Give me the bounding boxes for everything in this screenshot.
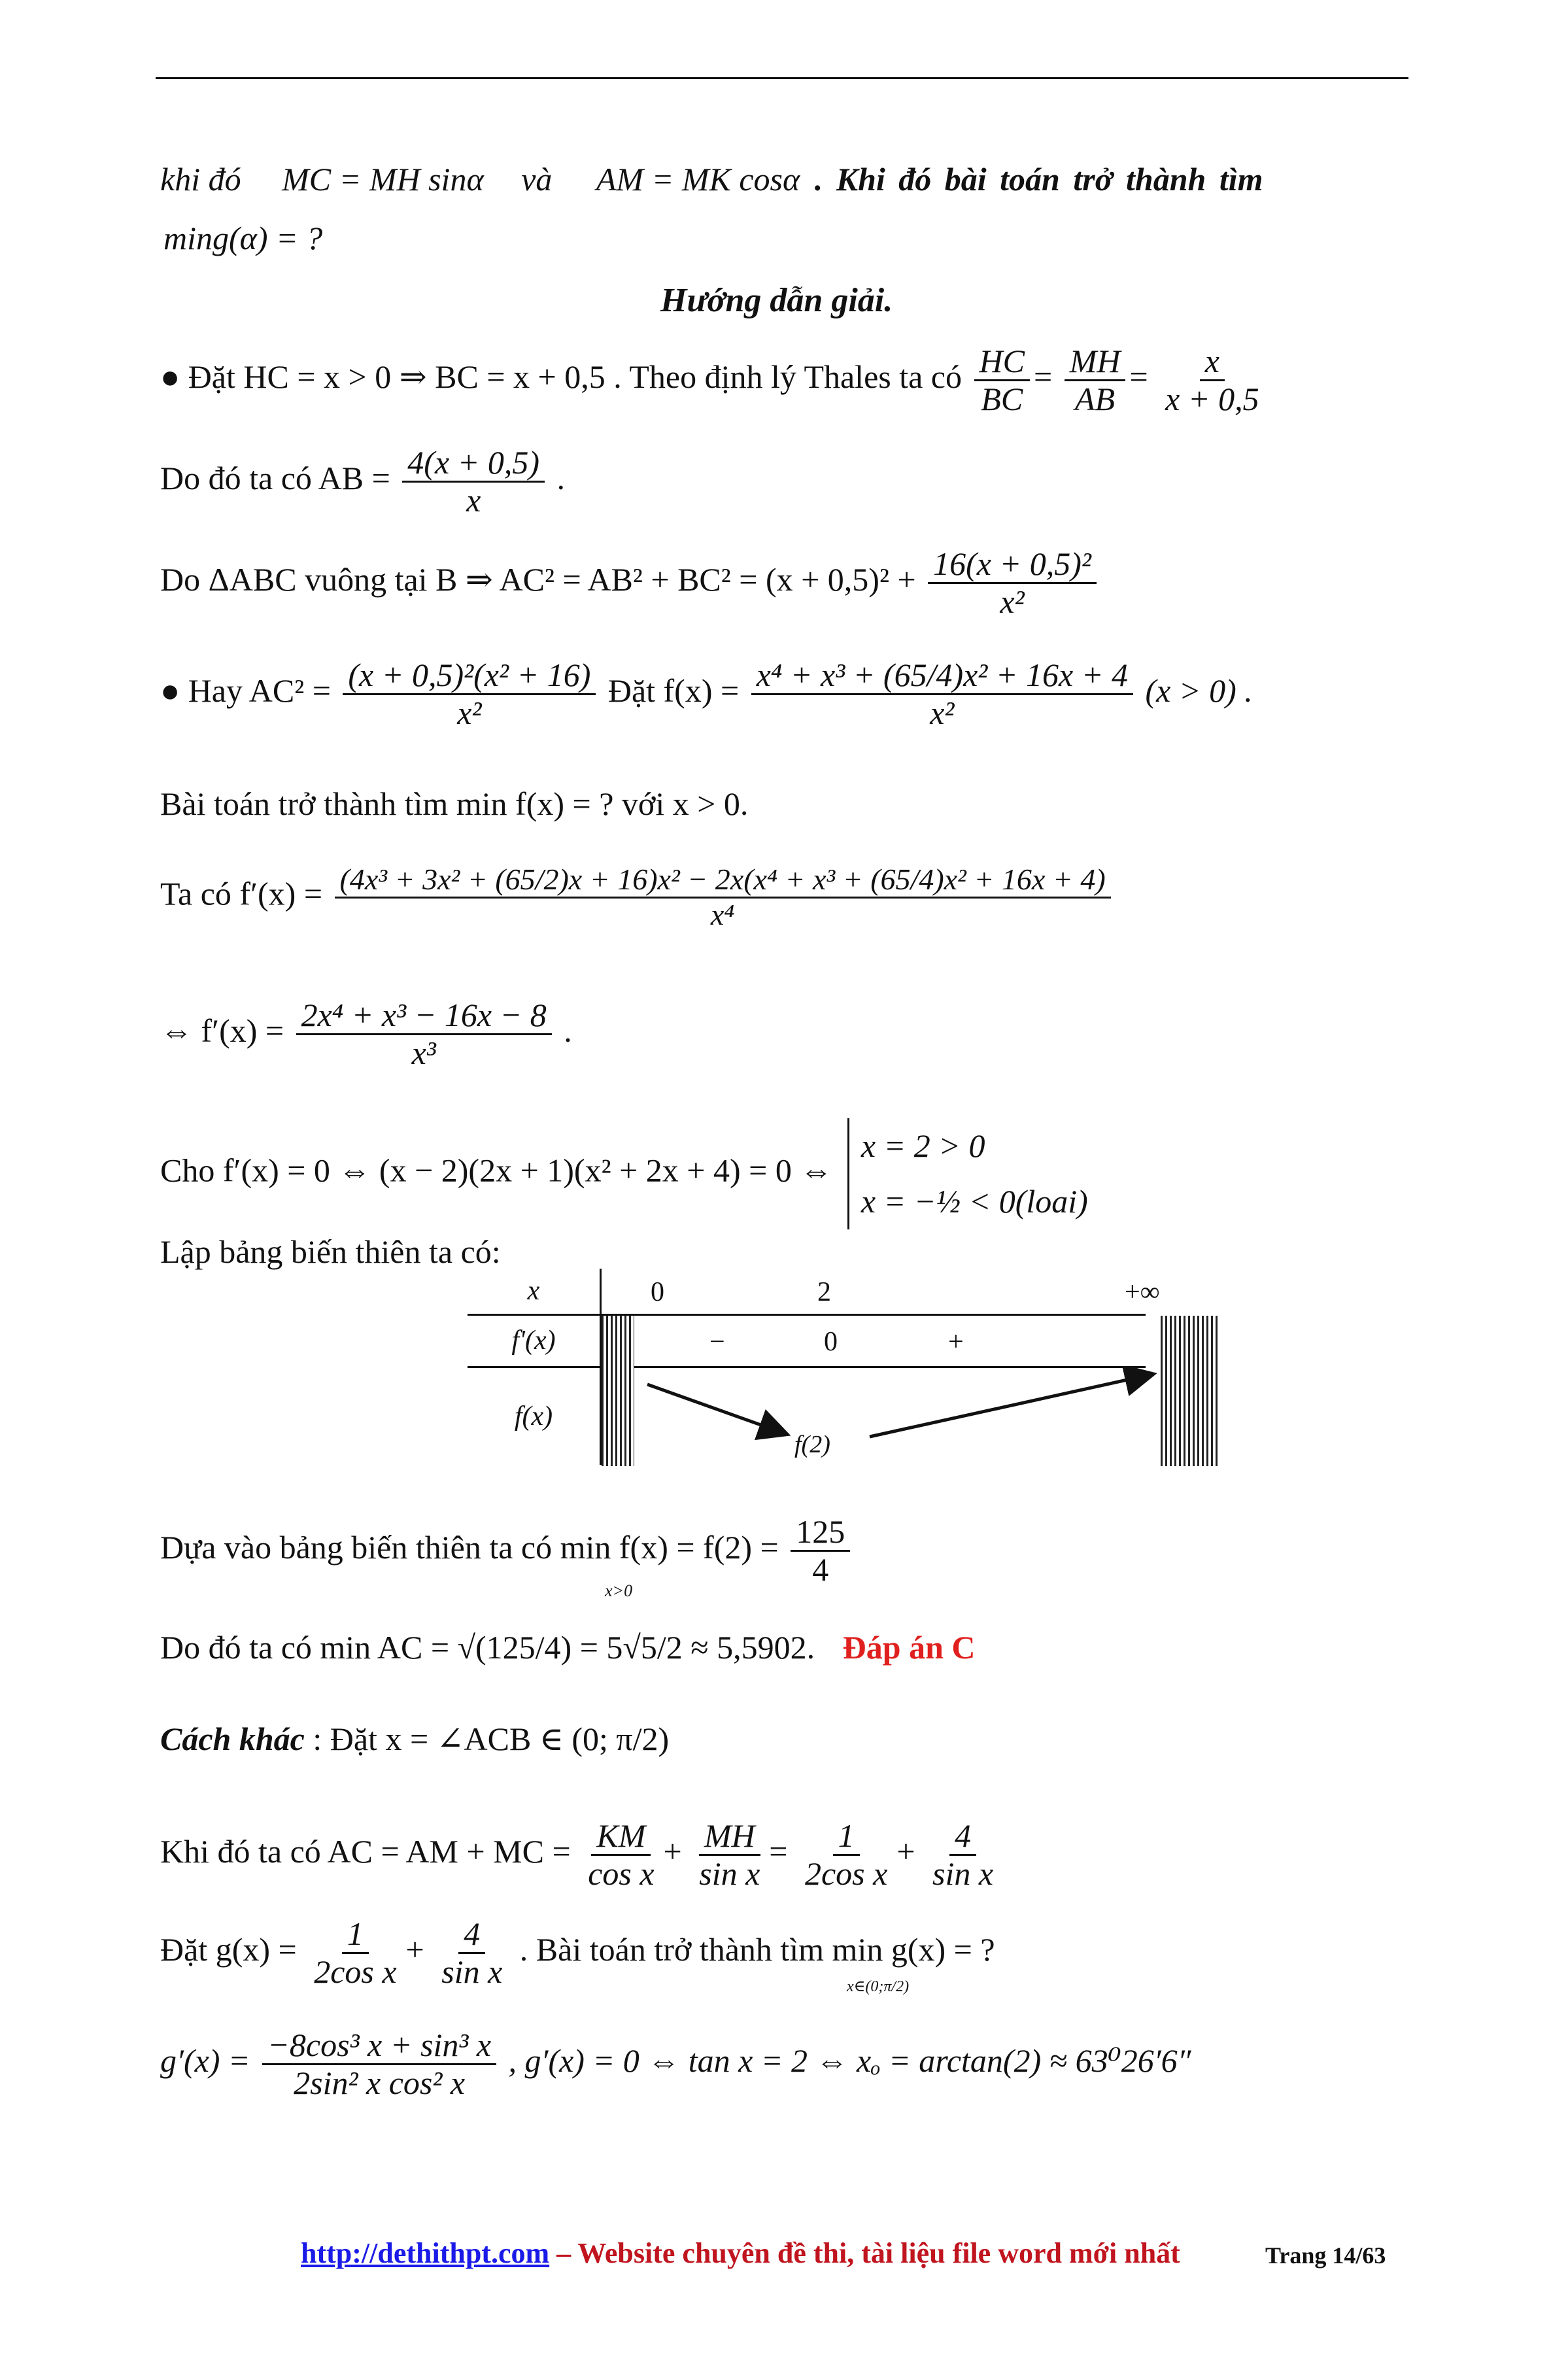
- footer-text: – Website chuyên đề thi, tài liệu file word mới nhất: [549, 2237, 1180, 2269]
- sign-plus: +: [948, 1326, 964, 1357]
- frac-g2: $\frac{4}{\text{sin x}}$: [441, 1915, 503, 1990]
- frac-ab: $\frac{4(x + 0,5)}{x}$: [402, 445, 545, 519]
- line-8: [160, 863, 1115, 931]
- frac-fprime: (4x³ + 3x² + (65/2)x + 16)x² − 2x(x⁴ + x³ + (65/4)x² + 16x + 4) x⁴: [335, 863, 1111, 931]
- frac-g1: $\frac{1}{\text{2cos x}}$: [314, 1915, 397, 1990]
- min-subscript-g: x∈(0;π/2): [847, 1978, 910, 1995]
- hatch-right-2: [1161, 1368, 1219, 1466]
- min-subscript: x>0: [605, 1581, 633, 1600]
- row-fprime-values: [601, 1314, 1146, 1367]
- table-header-x: x: [468, 1269, 601, 1314]
- frac-hc-bc: $\frac{HC}{BC}$: [974, 343, 1030, 417]
- top-rule: [156, 77, 1408, 79]
- frac-l5: $\frac{\text{16(x + 0,5)²}}{\text{x²}}$: [928, 546, 1097, 620]
- hatch-left-1: [602, 1316, 634, 1368]
- text-l6: ● Hay AC² =: [160, 672, 331, 709]
- line-9: [160, 997, 572, 1071]
- line-2: ming(α) = ?: [163, 220, 323, 256]
- text-l9: ⇔ f′(x) =: [160, 1012, 284, 1049]
- text-l10: Cho f′(x) = 0 ⇔ (x − 2)(2x + 1)(x² + 2x + 4) = 0 ⇔: [160, 1152, 833, 1189]
- text-l6-cond: (x > 0) .: [1145, 672, 1253, 709]
- line-15: Khi đó ta có AC = AM + MC = $\frac{KM}{\text{cos x}}$ + $\frac{MH}{\text{sin x}}$ = $\frac{1}{\text{2cos x}}$ + $\frac{4}{\text{sin x}}$: [160, 1818, 1002, 1892]
- value-f2: f(2): [794, 1430, 830, 1458]
- sign-zero: 0: [824, 1326, 838, 1357]
- page-number: Trang 14/63: [1265, 2242, 1386, 2269]
- eq-am: AM = MK cosα: [596, 161, 800, 197]
- text-l3: ● Đặt HC = x > 0 ⇒ BC = x + 0,5 . Theo định lý Thales ta có: [160, 358, 963, 395]
- row-label-fprime: f'(x): [468, 1314, 601, 1367]
- frac-fx: $\frac{\text{x⁴ + x³ + (65/4)x² + 16x + 4}}{\text{x²}}$: [751, 657, 1133, 731]
- line-12: [160, 1514, 854, 1601]
- case-1: x = 2 > 0: [861, 1127, 985, 1164]
- case-2: x = −½ < 0(loai): [861, 1183, 1088, 1220]
- frac-gprime: $\frac{\text{−8cos³ x + sin³ x}}{\text{2sin² x cos² x}}$: [262, 2027, 496, 2101]
- frac-x: $\frac{x}{x + 0,5}$: [1165, 343, 1259, 417]
- answer-label: Đáp án C: [842, 1629, 976, 1666]
- sign-minus: −: [709, 1326, 725, 1357]
- table-header-values: [601, 1269, 1160, 1314]
- frac-mh-ab: $\frac{MH}{AB}$: [1065, 343, 1126, 417]
- line-5: [160, 546, 1100, 620]
- frac-fprime-simplified: $\frac{\text{2x⁴ + x³ − 16x − 8}}{\text{x³}}$: [296, 997, 552, 1071]
- row-label-f: f(x): [468, 1367, 601, 1465]
- header-inf: +∞: [1125, 1277, 1160, 1307]
- text-l16: Đặt g(x) =: [160, 1930, 297, 1968]
- text-va: và: [521, 161, 553, 197]
- frac-ac2: $\frac{\text{(x + 0,5)²(x² + 16)}}{\text{x²}}$: [343, 657, 596, 731]
- frac-mh: $\frac{MH}{\text{sin x}}$: [699, 1817, 760, 1892]
- text-l4: Do đó ta có AB =: [160, 459, 390, 496]
- frac-1-2cos: $\frac{1}{\text{2cos x}}$: [804, 1817, 888, 1892]
- line-10: [160, 1118, 1088, 1229]
- text-l12: Dựa vào bảng biến thiên ta có min f(x) = f(2) =: [160, 1528, 779, 1566]
- header-two: 2: [817, 1277, 831, 1307]
- variation-table: [468, 1269, 1160, 1465]
- text-l5: Do ΔABC vuông tại B ⇒ AC² = AB² + BC² = (x + 0,5)² +: [160, 560, 916, 598]
- footer-link[interactable]: http://dethithpt.com: [301, 2237, 550, 2269]
- row-f-values: [601, 1367, 1146, 1465]
- text-l6-dat: Đặt f(x) =: [607, 672, 740, 709]
- frac-125-4: $\frac{125}{4}$: [791, 1514, 850, 1588]
- line-14: [160, 1720, 669, 1758]
- arrow-up: [870, 1375, 1151, 1437]
- line-1: [160, 160, 1263, 198]
- page-heading: Hướng dẫn giải.: [660, 282, 893, 319]
- hatch-right-1: [1161, 1316, 1219, 1368]
- frac-km: $\frac{KM}{\text{cos x}}$: [588, 1817, 655, 1892]
- variation-arrows: [602, 1368, 1223, 1466]
- text-l13: Do đó ta có min AC = √(125/4) = 5√5/2 ≈ 5,5902.: [160, 1629, 815, 1666]
- text-l14: : Đặt x = ∠ACB ∈ (0; π/2): [313, 1721, 670, 1757]
- text-l8: Ta có f′(x) =: [160, 875, 323, 912]
- line-6: [160, 657, 1253, 731]
- line-16: Đặt g(x) = $\frac{1}{\text{2cos x}}$ + $\frac{4}{\text{sin x}}$ . Bài toán trở thành tìm min g(x) = ? x∈(0;π/2): [160, 1915, 995, 1995]
- footer: [301, 2236, 1180, 2270]
- text-l4-end: .: [556, 459, 566, 496]
- case-bracket: [847, 1118, 1088, 1229]
- line-4: [160, 445, 565, 519]
- text-l17: g′(x) =: [160, 2042, 250, 2079]
- line-7: Bài toán trở thành tìm min f(x) = ? với x > 0.: [160, 785, 749, 822]
- line-17: [160, 2027, 1191, 2101]
- line-11: Lập bảng biến thiên ta có:: [160, 1233, 501, 1270]
- header-zero: 0: [651, 1277, 664, 1307]
- line-13: [160, 1628, 976, 1666]
- text-l16-b: . Bài toán trở thành tìm min g(x) = ?: [519, 1930, 995, 1968]
- arrow-down: [647, 1384, 785, 1433]
- text-bold-intro: . Khi đó bài toán trở thành tìm: [814, 161, 1263, 197]
- frac-4-sin: $\frac{4}{\text{sin x}}$: [932, 1817, 994, 1892]
- text-cach-khac: Cách khác: [160, 1721, 305, 1757]
- text-l9-end: .: [564, 1012, 572, 1049]
- line-3: ● Đặt HC = x > 0 ⇒ BC = x + 0,5 . Theo định lý Thales ta có $\frac{HC}{BC}$ = $\frac{MH}{AB}$ = $\frac{x}{x + 0,5}$: [160, 343, 1269, 417]
- text-l17-b: , g′(x) = 0 ⇔ tan x = 2 ⇔ xₒ = arctan(2) ≈ 63⁰26′6″: [508, 2042, 1191, 2079]
- text-khi-do: khi đó: [160, 161, 241, 197]
- text-l15: Khi đó ta có AC = AM + MC =: [160, 1832, 571, 1870]
- eq-mc: MC = MH sinα: [282, 161, 484, 197]
